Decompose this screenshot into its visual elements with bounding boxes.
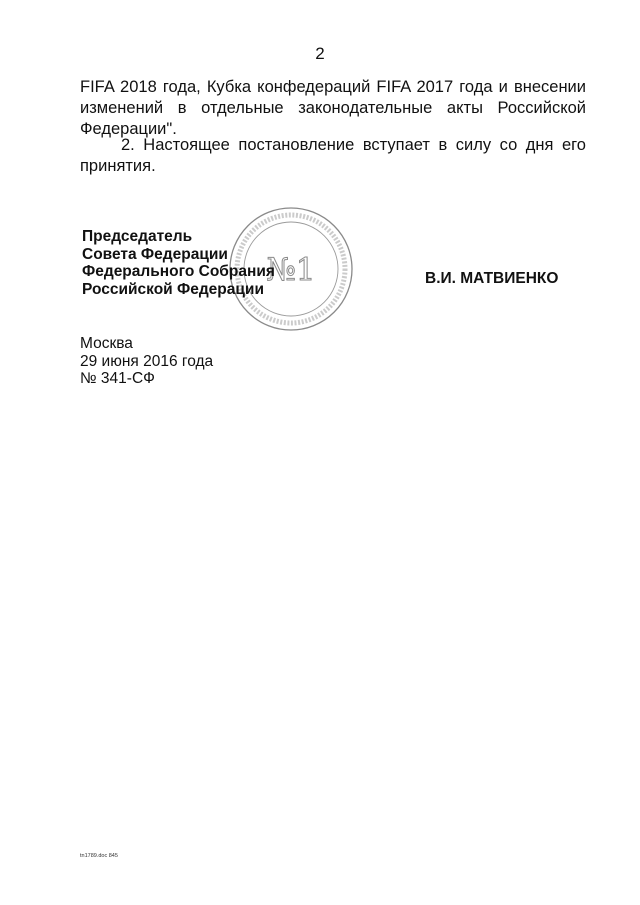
place: Москва <box>80 335 133 352</box>
document-number: № 341-СФ <box>80 370 155 387</box>
signer-title-line: Федерального Собрания <box>82 263 275 280</box>
signer-title-line: Российской Федерации <box>82 280 264 298</box>
text-line: 2. Настоящее постановление вступает в силу со дня его <box>121 136 586 154</box>
signer-name: В.И. МАТВИЕНКО <box>425 270 559 287</box>
text-line: FIFA 2018 года, Кубка конфедераций FIFA 2017 года и внесении <box>80 78 586 96</box>
place-date-number <box>80 335 213 388</box>
signer-title-line: Председатель <box>82 228 193 245</box>
seal-number: №1 <box>266 252 316 288</box>
signer-title <box>82 228 275 298</box>
paragraph-continuation <box>80 77 586 140</box>
text-line: изменений в отдельные законодательные акты Российской <box>80 99 586 117</box>
text-line: Федерации". <box>80 120 177 138</box>
signer-title-line: Совета Федерации <box>82 245 228 263</box>
text-line: принятия. <box>80 157 156 175</box>
footer-file-code: tn1789.doc 845 <box>80 853 118 859</box>
page-number: 2 <box>315 44 325 63</box>
date: 29 июня 2016 года <box>80 352 214 370</box>
paragraph-effective-date <box>80 135 586 177</box>
